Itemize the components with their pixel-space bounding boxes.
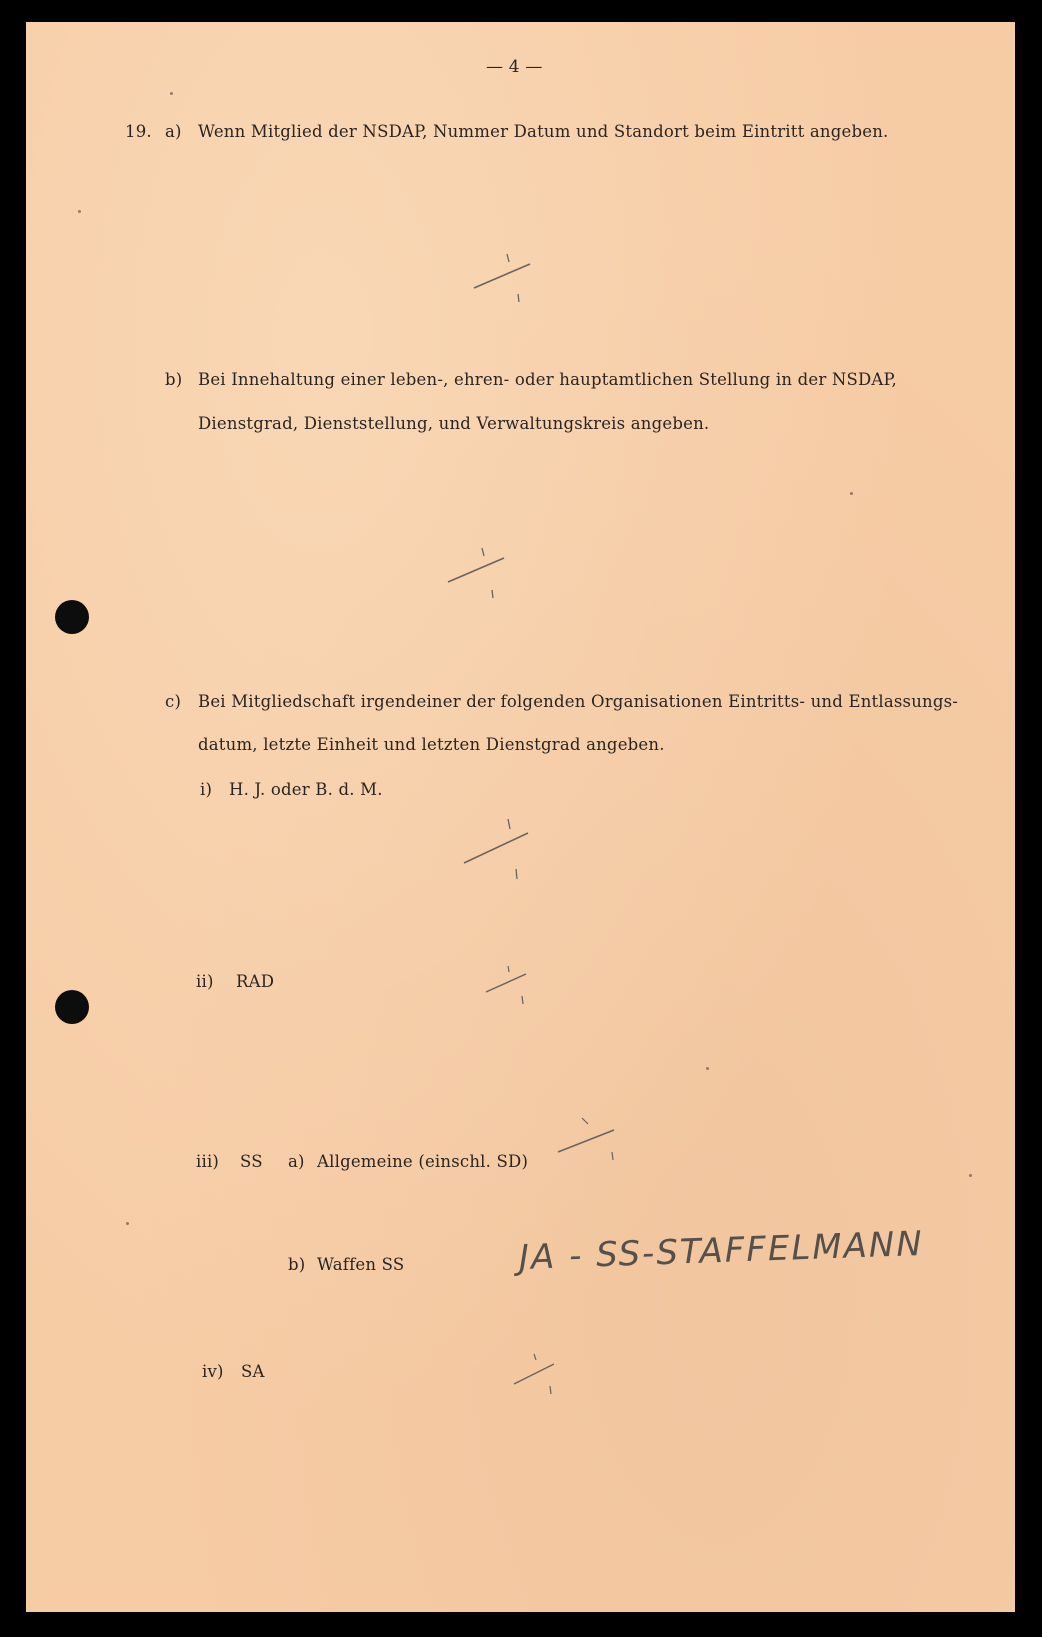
speck <box>969 1174 972 1177</box>
question-19b-line2: Dienstgrad, Dienststellung, und Verwaltungskreis angeben. <box>198 414 710 433</box>
item-marker: c) <box>165 692 182 711</box>
speck <box>850 492 853 495</box>
question-19b-line1: Bei Innehaltung einer leben-, ehren- oder hauptamtlichen Stellung in der NSDAP, <box>198 370 897 389</box>
speck <box>170 92 173 95</box>
page-number: — 4 — <box>486 57 543 77</box>
empty-answer-slash <box>458 817 538 883</box>
speck <box>706 1067 709 1070</box>
sub-sub-item-marker: a) <box>288 1152 305 1171</box>
empty-answer-slash <box>468 252 538 312</box>
empty-answer-slash <box>442 544 512 604</box>
org-hj-bdm-label: H. J. oder B. d. M. <box>229 780 383 799</box>
question-number: 19. <box>125 122 152 141</box>
org-waffen-ss-label: Waffen SS <box>317 1255 405 1274</box>
org-ss-allgemeine-label: Allgemeine (einschl. SD) <box>317 1152 529 1171</box>
empty-answer-slash <box>554 1116 624 1164</box>
punch-hole-upper <box>55 600 89 634</box>
sub-sub-item-marker: b) <box>288 1255 306 1274</box>
sub-item-marker: i) <box>200 780 213 799</box>
question-19a-text: Wenn Mitglied der NSDAP, Nummer Datum und Standort beim Eintritt angeben. <box>198 122 889 141</box>
empty-answer-slash <box>482 964 542 1008</box>
sub-item-marker: iii) <box>196 1152 220 1171</box>
org-sa-label: SA <box>241 1362 265 1381</box>
item-marker: b) <box>165 370 183 389</box>
question-19c-line1: Bei Mitgliedschaft irgendeiner der folgenden Organisationen Eintritts- und Entlassungs- <box>198 692 959 711</box>
sub-item-marker: ii) <box>196 972 214 991</box>
document-page <box>26 22 1015 1612</box>
handwritten-answer-waffen-ss: JA - SS-STAFFELMANN <box>518 1223 925 1278</box>
sub-item-marker: iv) <box>202 1362 224 1381</box>
punch-hole-lower <box>55 990 89 1024</box>
org-ss-label: SS <box>240 1152 263 1171</box>
speck <box>126 1222 129 1225</box>
empty-answer-slash <box>510 1352 570 1398</box>
org-rad-label: RAD <box>236 972 275 991</box>
question-19c-line2: datum, letzte Einheit und letzten Dienstgrad angeben. <box>198 735 665 754</box>
item-marker: a) <box>165 122 182 141</box>
speck <box>78 210 81 213</box>
